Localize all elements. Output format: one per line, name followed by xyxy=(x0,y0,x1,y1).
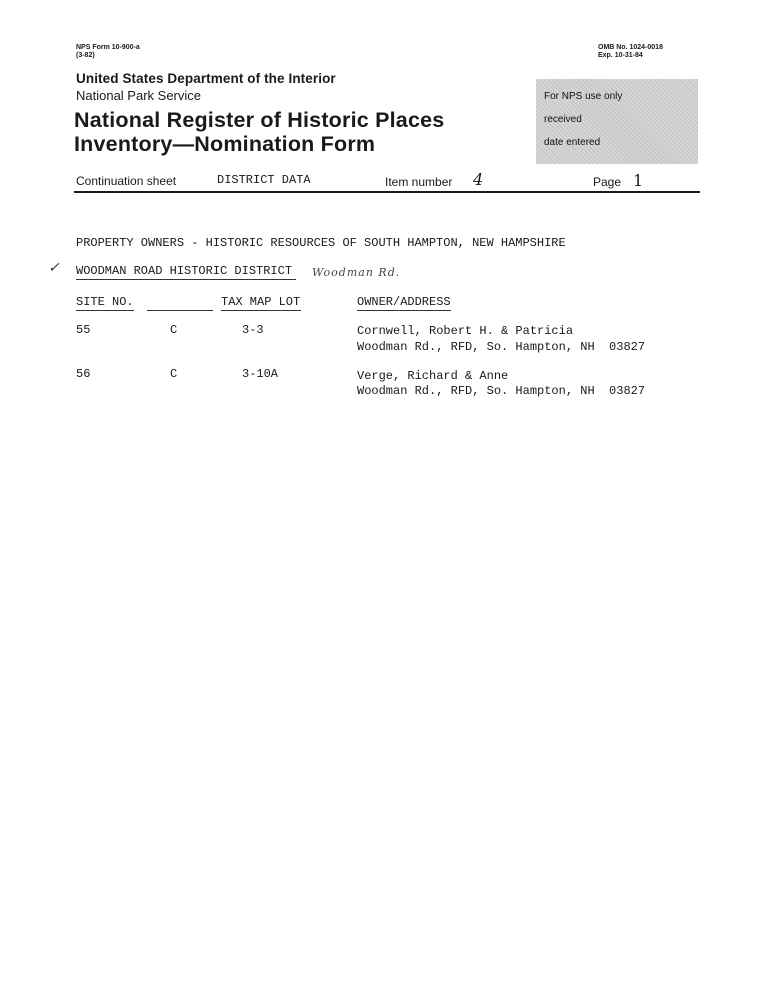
item-number-value: 4 xyxy=(473,170,484,189)
site-no-underline xyxy=(76,310,134,311)
service-name: National Park Service xyxy=(76,88,201,103)
owner-address-cell: Woodman Rd., RFD, So. Hampton, NH 03827 xyxy=(357,384,646,398)
form-title-line2: Inventory—Nomination Form xyxy=(74,132,376,156)
header-rule xyxy=(74,191,700,193)
site-no-cell: 56 xyxy=(76,367,91,381)
form-number: NPS Form 10-900-a xyxy=(76,44,140,51)
form-id-block xyxy=(76,44,140,60)
tax-map-lot-cell: 3-10A xyxy=(242,367,279,381)
owner-name-cell: Cornwell, Robert H. & Patricia xyxy=(357,324,574,338)
check-mark-icon: ✓ xyxy=(48,260,60,276)
department-name: United States Department of the Interior xyxy=(76,71,336,86)
continuation-sheet-value: DISTRICT DATA xyxy=(217,173,311,187)
district-underline xyxy=(76,279,296,280)
page-number-value: 1 xyxy=(633,171,644,190)
received-label: received xyxy=(544,114,582,125)
nps-use-box xyxy=(536,79,698,164)
omb-block xyxy=(598,44,663,60)
item-number-label: Item number xyxy=(385,175,453,189)
site-no-cell: 55 xyxy=(76,323,91,337)
status-underline xyxy=(147,310,213,311)
date-entered-label: date entered xyxy=(544,137,601,148)
page-label: Page xyxy=(593,175,622,189)
district-handwritten-note: Woodman Rd. xyxy=(312,266,401,279)
owner-address-cell: Woodman Rd., RFD, So. Hampton, NH 03827 xyxy=(357,340,646,354)
form-revision: (3-82) xyxy=(76,52,95,59)
district-name: WOODMAN ROAD HISTORIC DISTRICT xyxy=(76,264,293,278)
column-header-tax-map-lot: TAX MAP LOT xyxy=(221,295,301,309)
column-header-site-no: SITE NO. xyxy=(76,295,134,309)
document-heading: PROPERTY OWNERS - HISTORIC RESOURCES OF SOUTH HAMPTON, NEW HAMPSHIRE xyxy=(76,236,566,250)
owner-name-cell: Verge, Richard & Anne xyxy=(357,369,509,383)
column-header-owner-address: OWNER/ADDRESS xyxy=(357,295,451,309)
continuation-sheet-label: Continuation sheet xyxy=(76,174,177,188)
tax-map-lot-underline xyxy=(221,310,301,311)
expiration-date: Exp. 10-31-84 xyxy=(598,52,643,59)
nps-use-label: For NPS use only xyxy=(544,91,623,102)
status-cell: C xyxy=(170,323,178,337)
form-title-line1: National Register of Historic Places xyxy=(74,108,445,132)
tax-map-lot-cell: 3-3 xyxy=(242,323,264,337)
status-cell: C xyxy=(170,367,178,381)
owner-address-underline xyxy=(357,310,451,311)
omb-number: OMB No. 1024-0018 xyxy=(598,44,663,51)
